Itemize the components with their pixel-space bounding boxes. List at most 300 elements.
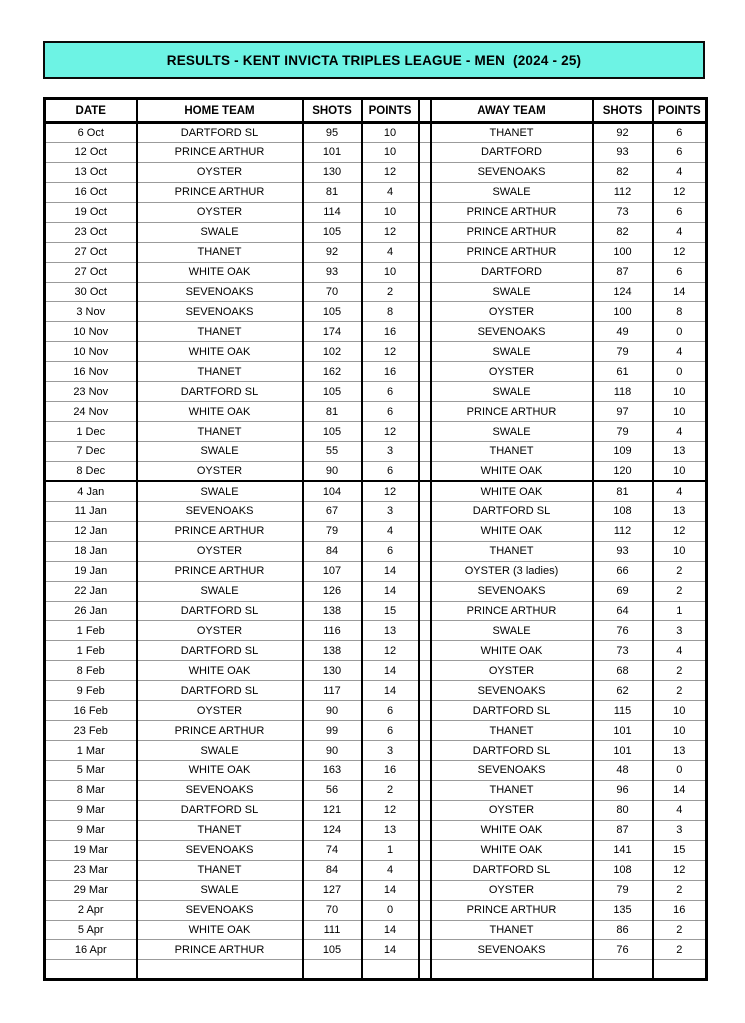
- date-cell: 10 Nov: [45, 342, 137, 362]
- away-team-cell: OYSTER: [431, 302, 593, 322]
- home-points-cell: 10: [362, 142, 419, 162]
- home-team-cell: OYSTER: [137, 162, 303, 182]
- table-row: [45, 222, 707, 242]
- date-cell: 1 Feb: [45, 621, 137, 641]
- date-cell: 9 Feb: [45, 681, 137, 701]
- away-shots-cell: 115: [593, 701, 653, 721]
- away-team-column-header: AWAY TEAM: [431, 99, 593, 123]
- away-points-cell: 10: [653, 541, 707, 561]
- away-shots-cell: 48: [593, 761, 653, 781]
- table-row: [45, 282, 707, 302]
- away-team-cell: THANET: [431, 780, 593, 800]
- away-shots-cell: 64: [593, 601, 653, 621]
- table-row: [45, 880, 707, 900]
- home-shots-cell: 124: [303, 820, 362, 840]
- table-row: [45, 780, 707, 800]
- home-points-cell: 14: [362, 661, 419, 681]
- away-team-cell: PRINCE ARTHUR: [431, 202, 593, 222]
- date-cell: 16 Oct: [45, 182, 137, 202]
- home-team-cell: SEVENOAKS: [137, 840, 303, 860]
- away-shots-cell: 135: [593, 900, 653, 920]
- away-points-cell: 4: [653, 481, 707, 501]
- home-points-cell: 4: [362, 860, 419, 880]
- away-points-cell: 13: [653, 741, 707, 761]
- table-row: [45, 501, 707, 521]
- table-spacer-cell: [419, 501, 431, 521]
- table-spacer-cell: [419, 701, 431, 721]
- home-points-cell: 6: [362, 402, 419, 422]
- date-cell: 12 Oct: [45, 142, 137, 162]
- table-row: [45, 761, 707, 781]
- home-team-cell: WHITE OAK: [137, 342, 303, 362]
- away-team-cell: DARTFORD SL: [431, 741, 593, 761]
- away-team-cell: SWALE: [431, 342, 593, 362]
- home-shots-cell: 117: [303, 681, 362, 701]
- table-spacer-cell: [419, 242, 431, 262]
- table-spacer-cell: [419, 202, 431, 222]
- home-shots-cell: 121: [303, 800, 362, 820]
- home-points-column-header: POINTS: [362, 99, 419, 123]
- home-team-cell: SWALE: [137, 581, 303, 601]
- table-row: [45, 641, 707, 661]
- home-team-cell: DARTFORD SL: [137, 382, 303, 402]
- home-team-cell: WHITE OAK: [137, 402, 303, 422]
- home-shots-cell: 162: [303, 362, 362, 382]
- table-row: [45, 322, 707, 342]
- table-spacer-cell: [419, 541, 431, 561]
- table-row: [45, 142, 707, 162]
- home-points-cell: 12: [362, 342, 419, 362]
- table-spacer-cell: [419, 581, 431, 601]
- home-points-cell: 14: [362, 561, 419, 581]
- table-spacer-cell: [419, 860, 431, 880]
- date-cell: 23 Feb: [45, 721, 137, 741]
- date-cell: 8 Feb: [45, 661, 137, 681]
- away-team-cell: THANET: [431, 721, 593, 741]
- away-points-cell: 2: [653, 681, 707, 701]
- page-title: RESULTS - KENT INVICTA TRIPLES LEAGUE - MEN (2024 - 25): [166, 52, 582, 68]
- home-shots-cell: 84: [303, 860, 362, 880]
- away-shots-cell: 100: [593, 242, 653, 262]
- away-shots-cell: 87: [593, 262, 653, 282]
- date-cell: 29 Mar: [45, 880, 137, 900]
- away-shots-cell: 97: [593, 402, 653, 422]
- away-points-cell: 6: [653, 202, 707, 222]
- home-points-cell: [362, 960, 419, 980]
- away-shots-cell: 141: [593, 840, 653, 860]
- date-cell: 8 Dec: [45, 461, 137, 481]
- home-points-cell: 12: [362, 162, 419, 182]
- table-spacer-cell: [419, 182, 431, 202]
- away-team-cell: SWALE: [431, 621, 593, 641]
- home-shots-cell: 67: [303, 501, 362, 521]
- results-table-header: [45, 99, 707, 123]
- away-team-cell: WHITE OAK: [431, 641, 593, 661]
- table-spacer-cell: [419, 282, 431, 302]
- away-points-cell: 13: [653, 501, 707, 521]
- table-spacer-cell: [419, 641, 431, 661]
- away-points-cell: 0: [653, 322, 707, 342]
- table-spacer-cell: [419, 741, 431, 761]
- away-team-cell: WHITE OAK: [431, 461, 593, 481]
- home-shots-cell: 90: [303, 741, 362, 761]
- home-shots-cell: 105: [303, 422, 362, 442]
- away-points-column-header: POINTS: [653, 99, 707, 123]
- away-team-cell: DARTFORD SL: [431, 501, 593, 521]
- home-shots-cell: 79: [303, 521, 362, 541]
- home-shots-cell: 102: [303, 342, 362, 362]
- home-team-cell: SWALE: [137, 741, 303, 761]
- table-row: [45, 940, 707, 960]
- home-shots-cell: 105: [303, 222, 362, 242]
- home-shots-cell: 99: [303, 721, 362, 741]
- home-shots-cell: 81: [303, 182, 362, 202]
- away-team-cell: PRINCE ARTHUR: [431, 242, 593, 262]
- away-points-cell: 4: [653, 342, 707, 362]
- away-team-cell: [431, 960, 593, 980]
- home-shots-cell: 95: [303, 123, 362, 143]
- date-cell: 11 Jan: [45, 501, 137, 521]
- home-shots-cell: 130: [303, 661, 362, 681]
- away-shots-cell: 82: [593, 222, 653, 242]
- home-points-cell: 6: [362, 701, 419, 721]
- home-points-cell: 2: [362, 780, 419, 800]
- table-spacer-cell: [419, 362, 431, 382]
- home-shots-cell: 107: [303, 561, 362, 581]
- away-shots-cell: 120: [593, 461, 653, 481]
- away-team-cell: THANET: [431, 123, 593, 143]
- away-points-cell: 10: [653, 402, 707, 422]
- away-points-cell: 4: [653, 641, 707, 661]
- table-row: [45, 182, 707, 202]
- table-spacer-cell: [419, 322, 431, 342]
- date-cell: 4 Jan: [45, 481, 137, 501]
- table-spacer-cell: [419, 880, 431, 900]
- table-row: [45, 302, 707, 322]
- home-shots-cell: 92: [303, 242, 362, 262]
- date-cell: 18 Jan: [45, 541, 137, 561]
- away-team-cell: DARTFORD SL: [431, 701, 593, 721]
- away-team-cell: PRINCE ARTHUR: [431, 601, 593, 621]
- home-points-cell: 14: [362, 920, 419, 940]
- date-cell: 30 Oct: [45, 282, 137, 302]
- table-spacer-header: [419, 99, 431, 123]
- table-spacer-cell: [419, 521, 431, 541]
- home-team-cell: PRINCE ARTHUR: [137, 561, 303, 581]
- home-points-cell: 2: [362, 282, 419, 302]
- home-team-cell: WHITE OAK: [137, 661, 303, 681]
- away-shots-cell: 93: [593, 541, 653, 561]
- home-points-cell: 13: [362, 820, 419, 840]
- away-shots-cell: 62: [593, 681, 653, 701]
- away-shots-cell: 76: [593, 940, 653, 960]
- home-points-cell: 0: [362, 900, 419, 920]
- date-cell: 2 Apr: [45, 900, 137, 920]
- date-cell: 23 Oct: [45, 222, 137, 242]
- table-spacer-cell: [419, 940, 431, 960]
- date-cell: 24 Nov: [45, 402, 137, 422]
- table-spacer-cell: [419, 481, 431, 501]
- table-row: [45, 442, 707, 462]
- home-shots-cell: 74: [303, 840, 362, 860]
- home-shots-cell: 163: [303, 761, 362, 781]
- table-row: [45, 481, 707, 501]
- away-points-cell: 14: [653, 780, 707, 800]
- away-points-cell: 10: [653, 701, 707, 721]
- table-spacer-cell: [419, 422, 431, 442]
- table-spacer-cell: [419, 621, 431, 641]
- away-shots-cell: 79: [593, 342, 653, 362]
- home-team-cell: THANET: [137, 422, 303, 442]
- home-team-cell: PRINCE ARTHUR: [137, 182, 303, 202]
- away-points-cell: 10: [653, 721, 707, 741]
- home-shots-cell: 56: [303, 780, 362, 800]
- table-spacer-cell: [419, 222, 431, 242]
- home-shots-cell: 138: [303, 641, 362, 661]
- table-spacer-cell: [419, 262, 431, 282]
- date-cell: 9 Mar: [45, 820, 137, 840]
- away-team-cell: PRINCE ARTHUR: [431, 900, 593, 920]
- away-points-cell: 12: [653, 521, 707, 541]
- home-team-cell: PRINCE ARTHUR: [137, 521, 303, 541]
- table-row: [45, 402, 707, 422]
- home-points-cell: 10: [362, 202, 419, 222]
- away-team-cell: WHITE OAK: [431, 820, 593, 840]
- home-points-cell: 12: [362, 641, 419, 661]
- home-shots-cell: 70: [303, 282, 362, 302]
- away-shots-cell: [593, 960, 653, 980]
- away-points-cell: 2: [653, 661, 707, 681]
- home-team-cell: PRINCE ARTHUR: [137, 940, 303, 960]
- table-spacer-cell: [419, 123, 431, 143]
- home-team-cell: WHITE OAK: [137, 262, 303, 282]
- home-shots-cell: 90: [303, 701, 362, 721]
- table-row: [45, 521, 707, 541]
- date-cell: 16 Nov: [45, 362, 137, 382]
- table-row: [45, 621, 707, 641]
- away-team-cell: SWALE: [431, 382, 593, 402]
- away-points-cell: 15: [653, 840, 707, 860]
- away-team-cell: SWALE: [431, 182, 593, 202]
- away-shots-cell: 118: [593, 382, 653, 402]
- away-shots-cell: 101: [593, 741, 653, 761]
- home-shots-cell: 114: [303, 202, 362, 222]
- away-points-cell: 6: [653, 262, 707, 282]
- title-banner: [43, 41, 705, 79]
- home-shots-cell: 101: [303, 142, 362, 162]
- table-spacer-cell: [419, 342, 431, 362]
- home-points-cell: 6: [362, 541, 419, 561]
- away-team-cell: OYSTER (3 ladies): [431, 561, 593, 581]
- away-shots-cell: 61: [593, 362, 653, 382]
- date-cell: 6 Oct: [45, 123, 137, 143]
- date-cell: 10 Nov: [45, 322, 137, 342]
- home-points-cell: 6: [362, 382, 419, 402]
- away-shots-cell: 93: [593, 142, 653, 162]
- home-team-cell: SEVENOAKS: [137, 780, 303, 800]
- home-points-cell: 3: [362, 501, 419, 521]
- home-shots-cell: 90: [303, 461, 362, 481]
- table-row: [45, 800, 707, 820]
- away-shots-cell: 112: [593, 521, 653, 541]
- date-cell: 19 Jan: [45, 561, 137, 581]
- date-cell: 19 Oct: [45, 202, 137, 222]
- away-shots-cell: 108: [593, 501, 653, 521]
- away-team-cell: PRINCE ARTHUR: [431, 402, 593, 422]
- table-spacer-cell: [419, 442, 431, 462]
- home-shots-cell: 105: [303, 382, 362, 402]
- table-spacer-cell: [419, 601, 431, 621]
- away-team-cell: SEVENOAKS: [431, 681, 593, 701]
- table-row: [45, 162, 707, 182]
- home-team-cell: SWALE: [137, 222, 303, 242]
- away-team-cell: WHITE OAK: [431, 521, 593, 541]
- date-cell: [45, 960, 137, 980]
- date-cell: 1 Dec: [45, 422, 137, 442]
- home-team-cell: SWALE: [137, 442, 303, 462]
- away-team-cell: SEVENOAKS: [431, 940, 593, 960]
- home-team-cell: WHITE OAK: [137, 920, 303, 940]
- table-row: [45, 262, 707, 282]
- away-points-cell: 8: [653, 302, 707, 322]
- away-shots-cell: 92: [593, 123, 653, 143]
- header-row: [45, 99, 707, 123]
- table-row: [45, 541, 707, 561]
- home-shots-cell: 130: [303, 162, 362, 182]
- results-table-body: [45, 123, 707, 980]
- away-team-cell: THANET: [431, 920, 593, 940]
- home-team-cell: SEVENOAKS: [137, 900, 303, 920]
- away-shots-cell: 87: [593, 820, 653, 840]
- away-shots-cell: 79: [593, 880, 653, 900]
- table-row: [45, 820, 707, 840]
- date-cell: 3 Nov: [45, 302, 137, 322]
- home-team-cell: OYSTER: [137, 541, 303, 561]
- table-row: [45, 461, 707, 481]
- empty-row: [45, 960, 707, 980]
- home-points-cell: 14: [362, 681, 419, 701]
- away-points-cell: 16: [653, 900, 707, 920]
- home-shots-cell: 105: [303, 940, 362, 960]
- home-shots-cell: 93: [303, 262, 362, 282]
- home-team-cell: SWALE: [137, 880, 303, 900]
- home-team-cell: OYSTER: [137, 621, 303, 641]
- home-team-cell: SEVENOAKS: [137, 302, 303, 322]
- away-points-cell: 3: [653, 621, 707, 641]
- away-team-cell: SEVENOAKS: [431, 322, 593, 342]
- home-points-cell: 10: [362, 262, 419, 282]
- home-team-cell: THANET: [137, 242, 303, 262]
- away-points-cell: 14: [653, 282, 707, 302]
- away-points-cell: 4: [653, 162, 707, 182]
- home-points-cell: 16: [362, 761, 419, 781]
- home-team-cell: PRINCE ARTHUR: [137, 721, 303, 741]
- date-cell: 16 Apr: [45, 940, 137, 960]
- home-shots-cell: 55: [303, 442, 362, 462]
- home-points-cell: 6: [362, 721, 419, 741]
- home-shots-cell: 105: [303, 302, 362, 322]
- home-team-cell: WHITE OAK: [137, 761, 303, 781]
- home-points-cell: 12: [362, 800, 419, 820]
- away-team-cell: SWALE: [431, 422, 593, 442]
- date-cell: 12 Jan: [45, 521, 137, 541]
- table-row: [45, 422, 707, 442]
- table-row: [45, 721, 707, 741]
- table-spacer-cell: [419, 142, 431, 162]
- home-team-cell: THANET: [137, 860, 303, 880]
- table-row: [45, 900, 707, 920]
- date-cell: 26 Jan: [45, 601, 137, 621]
- away-team-cell: OYSTER: [431, 800, 593, 820]
- away-shots-cell: 100: [593, 302, 653, 322]
- date-cell: 22 Jan: [45, 581, 137, 601]
- table-row: [45, 382, 707, 402]
- date-cell: 19 Mar: [45, 840, 137, 860]
- table-row: [45, 741, 707, 761]
- away-shots-cell: 73: [593, 202, 653, 222]
- away-team-cell: SEVENOAKS: [431, 162, 593, 182]
- home-points-cell: 16: [362, 362, 419, 382]
- home-points-cell: 3: [362, 442, 419, 462]
- away-team-cell: SEVENOAKS: [431, 761, 593, 781]
- away-points-cell: 0: [653, 761, 707, 781]
- home-points-cell: 15: [362, 601, 419, 621]
- table-spacer-cell: [419, 920, 431, 940]
- away-points-cell: 0: [653, 362, 707, 382]
- table-spacer-cell: [419, 721, 431, 741]
- away-shots-cell: 81: [593, 481, 653, 501]
- home-team-cell: SEVENOAKS: [137, 282, 303, 302]
- away-team-cell: WHITE OAK: [431, 840, 593, 860]
- away-shots-cell: 101: [593, 721, 653, 741]
- home-shots-cell: 116: [303, 621, 362, 641]
- date-cell: 8 Mar: [45, 780, 137, 800]
- away-shots-cell: 80: [593, 800, 653, 820]
- table-row: [45, 860, 707, 880]
- away-team-cell: THANET: [431, 442, 593, 462]
- table-spacer-cell: [419, 561, 431, 581]
- away-team-cell: SEVENOAKS: [431, 581, 593, 601]
- date-cell: 27 Oct: [45, 262, 137, 282]
- away-team-cell: DARTFORD SL: [431, 860, 593, 880]
- home-points-cell: 16: [362, 322, 419, 342]
- table-row: [45, 242, 707, 262]
- away-team-cell: SWALE: [431, 282, 593, 302]
- home-points-cell: 4: [362, 182, 419, 202]
- home-points-cell: 12: [362, 481, 419, 501]
- table-row: [45, 601, 707, 621]
- away-shots-cell: 68: [593, 661, 653, 681]
- away-points-cell: 3: [653, 820, 707, 840]
- table-row: [45, 681, 707, 701]
- date-cell: 5 Mar: [45, 761, 137, 781]
- home-shots-column-header: SHOTS: [303, 99, 362, 123]
- home-team-cell: OYSTER: [137, 701, 303, 721]
- home-points-cell: 4: [362, 521, 419, 541]
- home-points-cell: 12: [362, 222, 419, 242]
- away-points-cell: 2: [653, 940, 707, 960]
- home-shots-cell: 127: [303, 880, 362, 900]
- table-row: [45, 123, 707, 143]
- date-cell: 23 Nov: [45, 382, 137, 402]
- away-points-cell: 12: [653, 242, 707, 262]
- home-points-cell: 8: [362, 302, 419, 322]
- home-team-cell: DARTFORD SL: [137, 601, 303, 621]
- away-shots-cell: 79: [593, 422, 653, 442]
- home-shots-cell: 84: [303, 541, 362, 561]
- away-shots-cell: 124: [593, 282, 653, 302]
- home-team-cell: SWALE: [137, 481, 303, 501]
